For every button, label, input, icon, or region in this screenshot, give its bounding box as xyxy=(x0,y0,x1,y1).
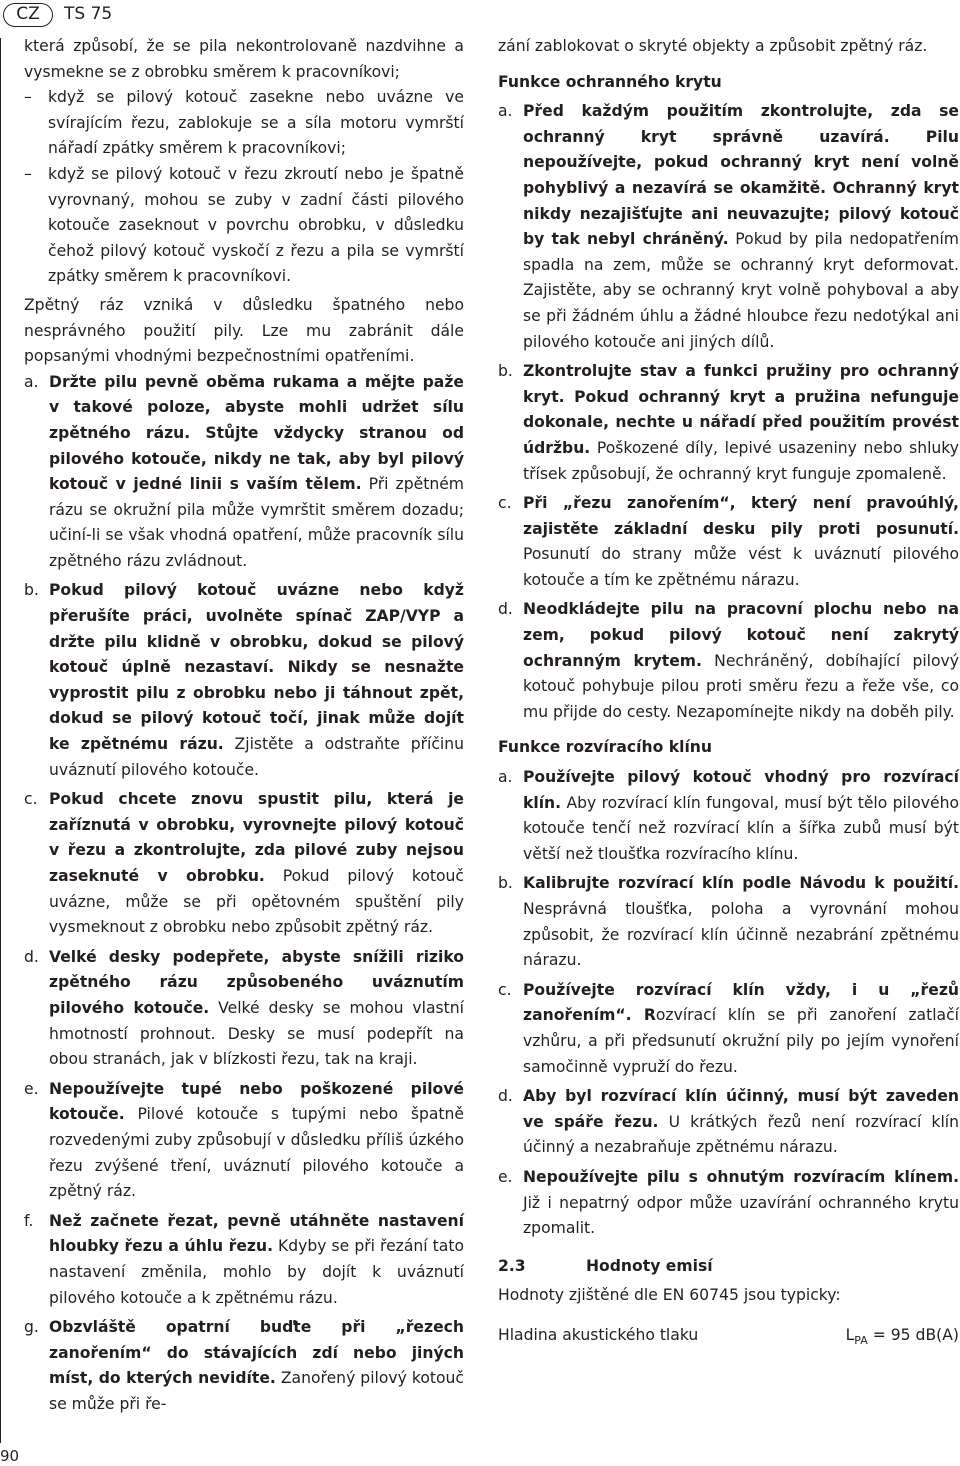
safety-item: d. Velké desky podepřete, abyste snížili riziko zpětného rázu způsobeného uváznutím pilového kotouče. Velké desky se mohou vlastní hmotností prohnout. Desky se musí podepřít na obou stranách, jak v blízkosti řezu, tak na kraji. xyxy=(24,947,464,1069)
wedge-heading: Funkce rozvíracího klínu xyxy=(498,738,712,757)
wedge-item: a. Používejte pilový kotouč vhodný pro rozvírací klín. Aby rozvírací klín fungoval, musí být tělo pilového kotouče tenčí než rozvírací klín a šířka zubů musí být větší než tloušťka rozvíracího klínu. xyxy=(498,768,959,863)
wedge-item: c. Používejte rozvírací klín vždy, i u „řezů zanořením“. Rozvírací klín se při zanoření zatlačí vzhůru, a při předsunutí okružní pily po jejím vynoření samočinně vypruží do řezu. xyxy=(498,980,959,1076)
left-column xyxy=(24,34,464,1421)
emission-intro: Hodnoty zjištěné dle EN 60745 jsou typicky: xyxy=(498,1286,841,1305)
wedge-item: b. Kalibrujte rozvírací klín podle Návodu k použití. Nesprávná tloušťka, poloha a vyrovnání mohou způsobit, že rozvírací klín účinně nezabrání zpětnému nárazu. xyxy=(498,874,959,970)
page-number: 90 xyxy=(0,1447,20,1465)
safety-item: a. Držte pilu pevně oběma rukama a mějte paže v takové poloze, abyste mohli udržet sílu zpětného rázu. Stůjte vždycky stranou od pilového kotouče, nikdy ne tak, aby byl pilový kotouč v jedné linii s vaším tělem. Při zpětném rázu se okružní pila může vymrštit směrem dozadu; učiní-li se však vhodná opatření, může pracovník sílu zpětného rázu zvládnout. xyxy=(24,372,464,570)
safety-item: e. Nepoužívejte tupé nebo poškozené pilové kotouče. Pilové kotouče s tupými nebo špatně rozvedenými zuby způsobují v důsledku příliš úzkého řezu zvýšené tření, uváznutí pilového kotouče a zpětný ráz. xyxy=(24,1079,464,1201)
section-heading xyxy=(498,1254,959,1280)
safety-item: b. Pokud pilový kotouč uvázne nebo když přerušíte práci, uvolněte spínač ZAP/VYP a držte pilu klidně v obrobku, dokud se pilový kotouč úplně nezastaví. Nikdy se nesnažte vyprostit pilu z obrobku nebo ji táhnout zpět, dokud se pilový kotouč točí, jinak může dojít ke zpětnému rázu. Zjistěte a odstraňte příčinu uváznutí pilového kotouče. xyxy=(24,581,465,779)
guard-item: c. Při „řezu zanořením“, který není pravoúhlý, zajistěte základní desku pily proti posunutí. Posunutí do strany může vést k uváznutí pilového kotouče a tím ke zpětnému nárazu. xyxy=(498,494,959,589)
wedge-item: e. Nepoužívejte pilu s ohnutým rozvíracím klínem. Již i nepatrný odpor může uzavírání ochranného krytu zpomalit. xyxy=(498,1167,959,1238)
spec-label: Hladina akustického tlaku xyxy=(498,1325,699,1344)
wedge-item: d. Aby byl rozvírací klín účinný, musí být zaveden ve spáře řezu. U krátkých řezů není rozvírací klín účinný a nezabraňuje zpětnému nárazu. xyxy=(498,1087,960,1157)
section-number: 2.3 xyxy=(498,1256,526,1275)
continuation-fragment: zání zablokovat o skryté objekty a způsobit zpětný ráz. xyxy=(498,37,928,55)
language-badge: CZ xyxy=(3,3,53,27)
safety-item: c. Pokud chcete znovu spustit pilu, která je zaříznutá v obrobku, vyrovnejte pilový kotouč v řezu a zkontrolujte, zda pilové zuby nejsou zaseknuté v obrobku. Pokud pilový kotouč uvázne, může se při opětovném spuštění pily vysmeknout z obrobku nebo způsobit zpětný ráz. xyxy=(24,790,464,937)
safety-item: f. Než začnete řezat, pevně utáhněte nastavení hloubky řezu a úhlu řezu. Kdyby se při řezání tato nastavení změnila, mohlo by dojít k uváznutí pilového kotouče a k zpětnému rázu. xyxy=(24,1211,464,1307)
section-title: Hodnoty emisí xyxy=(586,1256,713,1275)
guard-heading: Funkce ochranného krytu xyxy=(498,72,722,91)
model-name: TS 75 xyxy=(64,4,113,24)
dash-item: – když se pilový kotouč zasekne nebo uvázne ve svírajícím řezu, zablokuje se a síla motoru vymrští nářadí zpátky směrem k pracovníkovi; xyxy=(24,88,464,158)
safety-item: g. Obzvláště opatrní buďte při „řezech zanořením“ do stávajících zdí nebo jiných míst, do kterých nevidíte. Zanořený pilový kotouč se může při ře- xyxy=(24,1318,465,1413)
margin-rule xyxy=(0,38,1,1443)
guard-item: b. Zkontrolujte stav a funkci pružiny pro ochranný kryt. Pokud ochranný kryt a pružina nefunguje dokonale, nechte u nářadí před použitím provést údržbu. Poškozené díly, lepivé usazeniny nebo shluky třísek způsobují, že ochranný kryt funguje zpomaleně. xyxy=(498,362,959,483)
guard-item: d. Neodkládejte pilu na pracovní plochu nebo na zem, pokud pilový kotouč není zakrytý ochranným krytem. Nechráněný, dobíhající pilový kotouč pohybuje pilou proti směru řezu a řeže vše, co mu přijde do cesty. Nezapomínejte nikdy na doběh pily. xyxy=(498,600,960,721)
emission-spec-row xyxy=(498,1323,959,1353)
kickback-paragraph: Zpětný ráz vzniká v důsledku špatného nebo nesprávného použití pily. Lze mu zabránit dále popsanými vhodnými bezpečnostními opatřeními. xyxy=(24,295,464,366)
intro-fragment: která způsobí, že se pila nekontrolovaně nazdvihne a vysmekne se z obrobku směrem k pracovníkovi; xyxy=(24,37,464,81)
dash-item: – když se pilový kotouč v řezu zkroutí nebo je špatně vyrovnaný, mohou se zuby v zadní části pilového kotouče zaseknout v povrchu obrobku, v důsledku čehož pilový kotouč vyskočí z řezu a pila se vymrští zpátky směrem k pracovníkovi. xyxy=(24,164,464,286)
guard-item: a. Před každým použitím zkontrolujte, zda se ochranný kryt správně uzavírá. Pilu nepoužívejte, pokud ochranný kryt není volně pohyblivý a nezavírá se okamžitě. Ochranný kryt nikdy nezajišťujte ani neuvazujte; pilový kotouč by tak nebyl chráněný. Pokud by pila nedopatřením spadla na zem, může se ochranný kryt deformovat. Zajistěte, aby se ochranný kryt volně pohyboval a aby se při žádném úhlu a žádné hloubce řezu nedotýkal ani pilového kotouče ani jiných dílů. xyxy=(498,102,959,351)
right-column xyxy=(498,34,959,1353)
spec-value: $L_{PA} = 95$ dB(A) xyxy=(845,1325,959,1347)
